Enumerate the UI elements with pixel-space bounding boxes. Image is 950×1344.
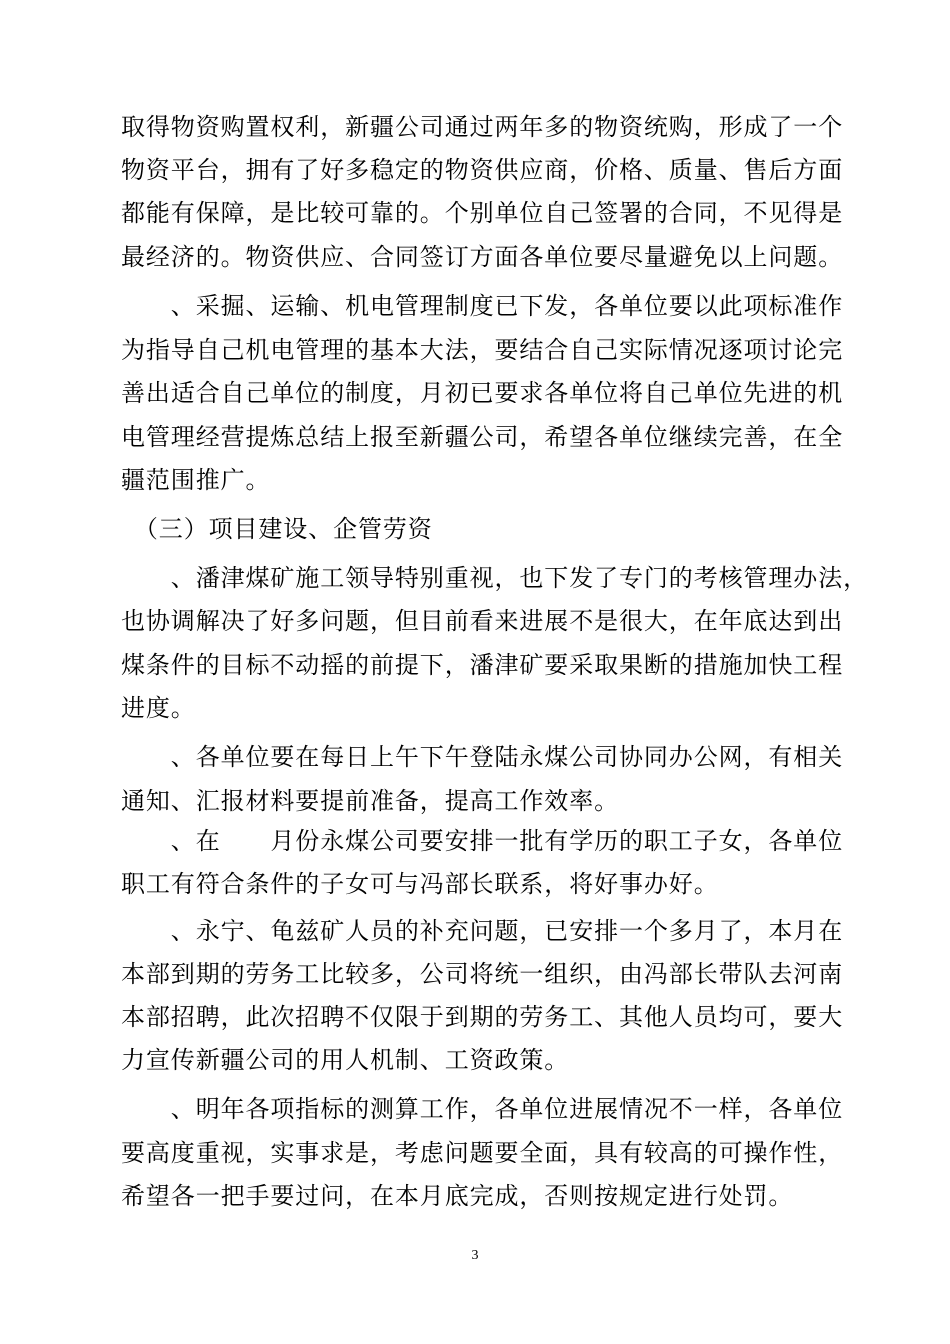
text-line: 为指导自己机电管理的基本大法，要结合自己实际情况逐项讨论完 xyxy=(121,336,844,364)
text-line: 、明年各项指标的测算工作，各单位进展情况不一样，各单位 xyxy=(121,1095,844,1123)
text-line: 物资平台，拥有了好多稳定的物资供应商，价格、质量、售后方面 xyxy=(121,156,844,184)
text-line: 、永宁、龟兹矿人员的补充问题，已安排一个多月了，本月在 xyxy=(121,917,844,945)
text-line: 都能有保障，是比较可靠的。个别单位自己签署的合同，不见得是 xyxy=(121,199,844,227)
text-line: 也协调解决了好多问题，但目前看来进展不是很大，在年底达到出 xyxy=(121,607,844,635)
page-number: 3 xyxy=(471,1248,479,1263)
text-line: 、在 月份永煤公司要安排一批有学历的职工子女，各单位 xyxy=(121,827,844,855)
text-line: 、采掘、运输、机电管理制度已下发，各单位要以此项标准作 xyxy=(121,292,844,320)
text-line: 通知、汇报材料要提前准备，提高工作效率。 xyxy=(121,787,619,815)
text-line: 善出适合自己单位的制度，月初已要求各单位将自己单位先进的机 xyxy=(121,379,844,407)
text-line: 煤条件的目标不动摇的前提下，潘津矿要采取果断的措施加快工程 xyxy=(121,651,844,679)
text-line: 希望各一把手要过问，在本月底完成，否则按规定进行处罚。 xyxy=(121,1182,794,1210)
text-line: 力宣传新疆公司的用人机制、工资政策。 xyxy=(121,1046,570,1074)
text-line: 电管理经营提炼总结上报至新疆公司，希望各单位继续完善，在全 xyxy=(121,423,844,451)
section-heading: （三）项目建设、企管劳资 xyxy=(121,515,433,543)
text-line: 最经济的。物资供应、合同签订方面各单位要尽量避免以上问题。 xyxy=(121,243,844,271)
text-line: 取得物资购置权利，新疆公司通过两年多的物资统购，形成了一个 xyxy=(121,113,844,141)
text-line: 疆范围推广。 xyxy=(121,466,271,494)
text-line: 、各单位要在每日上午下午登陆永煤公司协同办公网，有相关 xyxy=(121,743,844,771)
text-line: 本部招聘，此次招聘不仅限于到期的劳务工、其他人员均可，要大 xyxy=(121,1003,844,1031)
text-line: 、潘津煤矿施工领导特别重视，也下发了专门的考核管理办法， xyxy=(121,564,868,592)
text-line: 职工有符合条件的子女可与冯部长联系，将好事办好。 xyxy=(121,870,719,898)
text-line: 本部到期的劳务工比较多，公司将统一组织，由冯部长带队去河南 xyxy=(121,960,844,988)
text-line: 要高度重视，实事求是，考虑问题要全面，具有较高的可操作性， xyxy=(121,1139,844,1167)
text-line: 进度。 xyxy=(121,694,196,722)
